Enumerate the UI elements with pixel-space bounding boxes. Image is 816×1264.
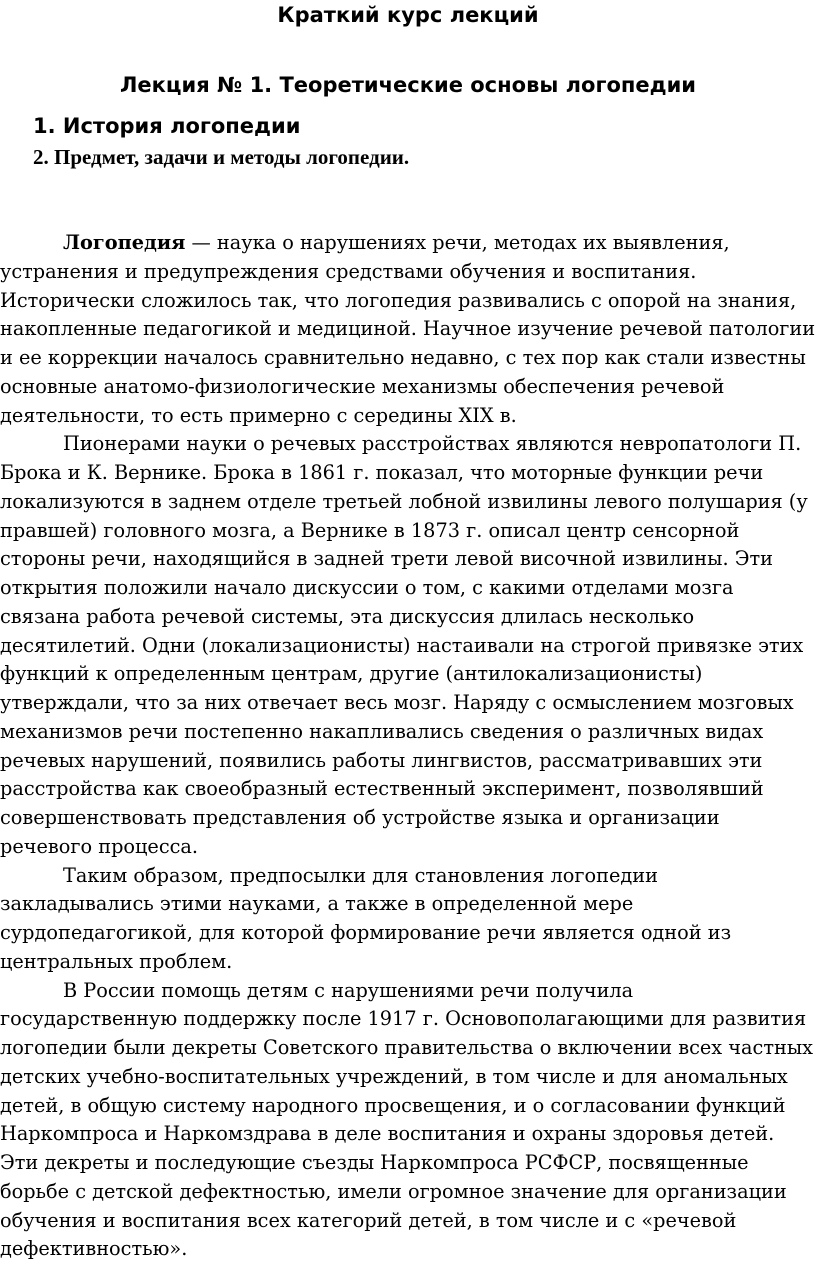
paragraph-definition-text: — наука о нарушениях речи, методах их выявления, устранения и предупреждения средствами обучения и воспитания. Исторически сложилось так, что логопедия развивались с опорой на знания, накопленные педагогикой и медициной. Научное изучение речевой патологии и ее коррекции началось сравнительно недавно, с тех пор как стали известны основные анатомо-физиологические механизмы обеспечения речевой деятельности, то есть примерно с середины XIX в. xyxy=(0,231,815,427)
paragraph-pioneers: Пионерами науки о речевых расстройствах являются невропатологи П. Брока и К. Вернике. Брока в 1861 г. показал, что моторные функции речи локализуются в заднем отделе третьей лобной извилины левого полушария (у правшей) головного мозга, а Вернике в 1873 г. описал центр сенсорной стороны речи, находящийся в задней трети левой височной извилины. Эти открытия положили начало дискуссии о том, с какими отделами мозга связана работа речевой системы, эта дискуссия длилась несколько десятилетий. Одни (локализационисты) настаивали на строгой привязке этих функций к определенным центрам, другие (антилокализационисты) утверждали, что за них отвечает весь мозг. Наряду с осмыслением мозговых механизмов речи постепенно накапливались сведения о различных видах речевых нарушений, появились работы лингвистов, рассматривавших эти расстройства как своеобразный естественный эксперимент, позволявший совершенствовать представления об устройстве языка и организации речевого процесса. xyxy=(0,430,816,861)
document-title: Краткий курс лекций xyxy=(0,3,816,27)
paragraph-preconditions: Таким образом, предпосылки для становления логопедии закладывались этими науками, а также в определенной мере сурдопедагогикой, для которой формирование речи является одной из центральных проблем. xyxy=(0,862,816,977)
term-logopedia: Логопедия xyxy=(63,231,185,254)
paragraph-russia: В России помощь детям с нарушениями речи получила государственную поддержку после 1917 г. Основополагающими для развития логопедии были декреты Советского правительства о включении всех частных детских учебно-воспитательных учреждений, в том числе и для аномальных детей, в общую систему народного просвещения, и о согласовании функций Наркомпроса и Наркомздрава в деле воспитания и охраны здоровья детей. Эти декреты и последующие съезды Наркомпроса РСФСР, посвященные борьбе с детской дефектностью, имели огромное значение для организации обучения и воспитания всех категорий детей, в том числе и с «речевой дефективностью». xyxy=(0,977,816,1264)
lecture-title: Лекция № 1. Теоретические основы логопедии xyxy=(0,73,816,97)
paragraph-definition xyxy=(0,229,816,430)
topic-history: 1. История логопедии xyxy=(33,114,300,138)
body-text xyxy=(0,229,816,1264)
topic-subject: 2. Предмет, задачи и методы логопедии. xyxy=(33,145,409,170)
